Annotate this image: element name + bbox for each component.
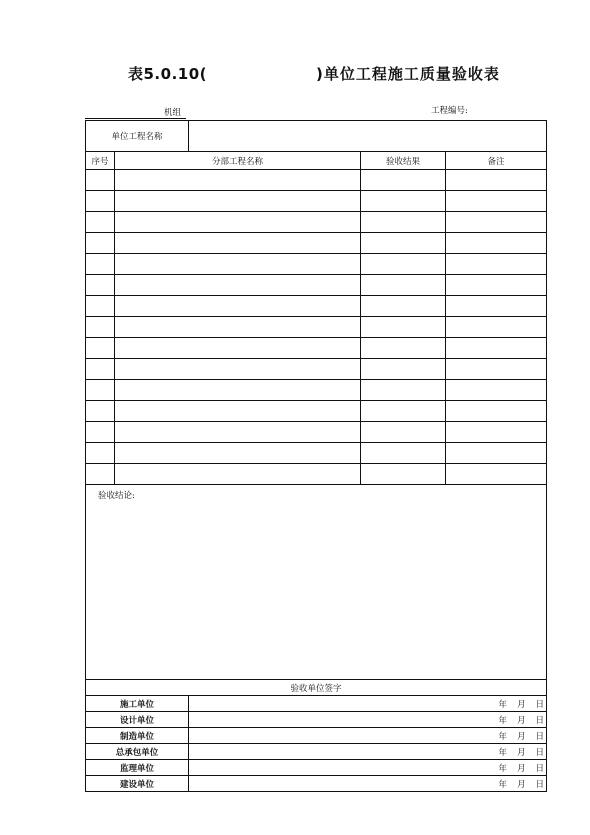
table-row xyxy=(86,191,547,212)
signature-field[interactable] xyxy=(189,696,547,712)
date-year-label: 年 xyxy=(498,763,507,774)
signature-header: 验收单位签字 xyxy=(86,680,547,696)
division-name-cell[interactable] xyxy=(115,359,361,380)
table-row xyxy=(86,275,547,296)
signature-unit-label: 施工单位 xyxy=(86,696,189,712)
no-cell[interactable] xyxy=(86,338,115,359)
table-row xyxy=(86,464,547,485)
signature-row xyxy=(86,712,547,728)
date-year-label: 年 xyxy=(498,731,507,742)
remarks-cell[interactable] xyxy=(446,233,547,254)
title-right: )单位工程施工质量验收表 xyxy=(316,65,500,83)
title-left: 表5.0.10( xyxy=(128,65,208,83)
result-cell[interactable] xyxy=(361,296,446,317)
division-name-cell[interactable] xyxy=(115,422,361,443)
date-day-label: 日 xyxy=(535,715,545,726)
no-cell[interactable] xyxy=(86,275,115,296)
column-header-result: 验收结果 xyxy=(361,152,446,170)
no-cell[interactable] xyxy=(86,212,115,233)
table-row xyxy=(86,296,547,317)
unit-project-name-field[interactable] xyxy=(189,121,547,152)
no-cell[interactable] xyxy=(86,191,115,212)
unit-label: 机组 xyxy=(164,108,182,118)
result-cell[interactable] xyxy=(361,338,446,359)
no-cell[interactable] xyxy=(86,317,115,338)
division-name-cell[interactable] xyxy=(115,191,361,212)
signature-field[interactable] xyxy=(189,776,547,792)
signature-unit-label: 监理单位 xyxy=(86,760,189,776)
form-title xyxy=(0,63,590,85)
table-row xyxy=(86,254,547,275)
result-cell[interactable] xyxy=(361,170,446,191)
date-year-label: 年 xyxy=(498,699,507,710)
result-cell[interactable] xyxy=(361,443,446,464)
signature-field[interactable] xyxy=(189,744,547,760)
division-name-cell[interactable] xyxy=(115,212,361,233)
no-cell[interactable] xyxy=(86,359,115,380)
date-day-label: 日 xyxy=(535,779,545,790)
remarks-cell[interactable] xyxy=(446,275,547,296)
remarks-cell[interactable] xyxy=(446,296,547,317)
signature-row xyxy=(86,728,547,744)
remarks-cell[interactable] xyxy=(446,170,547,191)
column-header-remarks: 备注 xyxy=(446,152,547,170)
date-month-label: 月 xyxy=(517,715,526,726)
no-cell[interactable] xyxy=(86,401,115,422)
division-name-cell[interactable] xyxy=(115,296,361,317)
remarks-cell[interactable] xyxy=(446,422,547,443)
unit-project-name-label: 单位工程名称 xyxy=(86,121,189,152)
date-month-label: 月 xyxy=(517,699,526,710)
result-cell[interactable] xyxy=(361,191,446,212)
signature-field[interactable] xyxy=(189,760,547,776)
result-cell[interactable] xyxy=(361,317,446,338)
signature-row xyxy=(86,744,547,760)
no-cell[interactable] xyxy=(86,422,115,443)
table-row xyxy=(86,422,547,443)
signature-row xyxy=(86,760,547,776)
remarks-cell[interactable] xyxy=(446,359,547,380)
project-number-label: 工程编号: xyxy=(431,106,468,116)
date-month-label: 月 xyxy=(517,763,526,774)
result-cell[interactable] xyxy=(361,401,446,422)
no-cell[interactable] xyxy=(86,296,115,317)
signature-unit-label: 建设单位 xyxy=(86,776,189,792)
division-name-cell[interactable] xyxy=(115,401,361,422)
no-cell[interactable] xyxy=(86,233,115,254)
table-row xyxy=(86,212,547,233)
signature-field[interactable] xyxy=(189,712,547,728)
no-cell[interactable] xyxy=(86,380,115,401)
date-day-label: 日 xyxy=(535,731,545,742)
table-row xyxy=(86,338,547,359)
signature-unit-label: 设计单位 xyxy=(86,712,189,728)
remarks-cell[interactable] xyxy=(446,443,547,464)
column-header-no: 序号 xyxy=(86,152,115,170)
signature-row xyxy=(86,696,547,712)
remarks-cell[interactable] xyxy=(446,338,547,359)
table-row xyxy=(86,359,547,380)
division-name-cell[interactable] xyxy=(115,464,361,485)
division-name-cell[interactable] xyxy=(115,380,361,401)
date-month-label: 月 xyxy=(517,731,526,742)
signature-row xyxy=(86,776,547,792)
division-name-cell[interactable] xyxy=(115,443,361,464)
result-cell[interactable] xyxy=(361,233,446,254)
remarks-cell[interactable] xyxy=(446,317,547,338)
result-cell[interactable] xyxy=(361,380,446,401)
remarks-cell[interactable] xyxy=(446,464,547,485)
table-row xyxy=(86,380,547,401)
table-row xyxy=(86,401,547,422)
table-row xyxy=(86,170,547,191)
division-name-cell[interactable] xyxy=(115,338,361,359)
result-cell[interactable] xyxy=(361,275,446,296)
remarks-cell[interactable] xyxy=(446,191,547,212)
division-name-cell[interactable] xyxy=(115,275,361,296)
result-cell[interactable] xyxy=(361,254,446,275)
table-row xyxy=(86,233,547,254)
result-cell[interactable] xyxy=(361,359,446,380)
no-cell[interactable] xyxy=(86,464,115,485)
date-day-label: 日 xyxy=(535,699,545,710)
result-cell[interactable] xyxy=(361,212,446,233)
division-name-cell[interactable] xyxy=(115,170,361,191)
date-year-label: 年 xyxy=(498,779,507,790)
table-row xyxy=(86,317,547,338)
division-name-cell[interactable] xyxy=(115,233,361,254)
result-cell[interactable] xyxy=(361,464,446,485)
date-day-label: 日 xyxy=(535,763,545,774)
result-cell[interactable] xyxy=(361,422,446,443)
acceptance-conclusion[interactable] xyxy=(86,485,547,680)
signature-field[interactable] xyxy=(189,728,547,744)
remarks-cell[interactable] xyxy=(446,401,547,422)
conclusion-label: 验收结论: xyxy=(98,491,135,501)
remarks-cell[interactable] xyxy=(446,212,547,233)
acceptance-table xyxy=(85,120,547,792)
division-name-cell[interactable] xyxy=(115,254,361,275)
signature-unit-label: 总承包单位 xyxy=(86,744,189,760)
remarks-cell[interactable] xyxy=(446,254,547,275)
unit-underline xyxy=(85,118,186,119)
date-year-label: 年 xyxy=(498,715,507,726)
remarks-cell[interactable] xyxy=(446,380,547,401)
division-name-cell[interactable] xyxy=(115,317,361,338)
table-row xyxy=(86,443,547,464)
no-cell[interactable] xyxy=(86,443,115,464)
date-month-label: 月 xyxy=(517,747,526,758)
no-cell[interactable] xyxy=(86,170,115,191)
date-year-label: 年 xyxy=(498,747,507,758)
no-cell[interactable] xyxy=(86,254,115,275)
date-day-label: 日 xyxy=(535,747,545,758)
signature-unit-label: 制造单位 xyxy=(86,728,189,744)
date-month-label: 月 xyxy=(517,779,526,790)
column-header-division-name: 分部工程名称 xyxy=(115,152,361,170)
